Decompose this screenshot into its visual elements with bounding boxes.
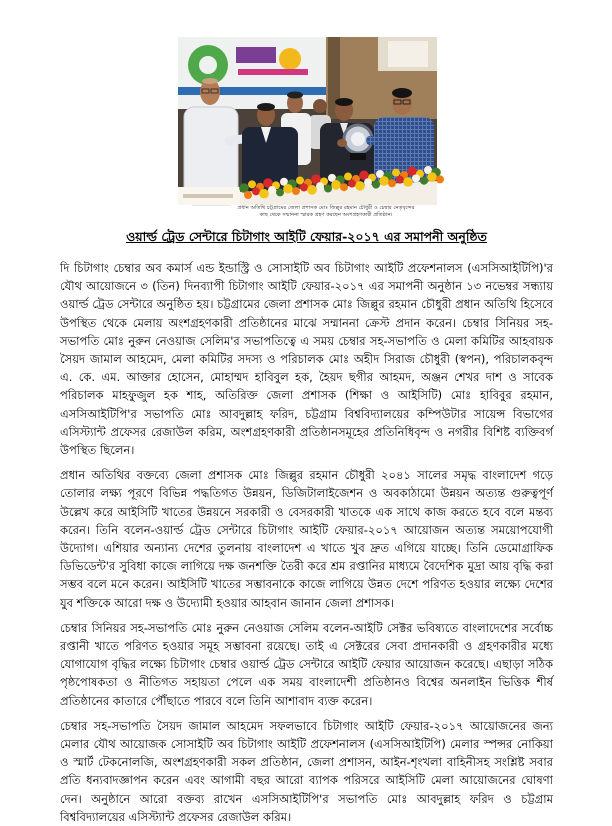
article-body	[60, 259, 553, 824]
flower	[252, 187, 260, 195]
flower	[427, 172, 437, 182]
flower	[268, 186, 276, 194]
head	[313, 99, 327, 113]
flower-leaf	[420, 177, 428, 185]
pink-stripe-graphic	[238, 69, 308, 75]
flower	[296, 176, 304, 184]
window-pane	[388, 41, 428, 67]
paragraph: প্রধান অতিথির বক্তব্যে জেলা প্রশাসক মোঃ জিল্লুর রহমান চৌধুরী ২০৪১ সালের সমৃদ্ধ বাংলাদেশ গড়ে তোলার লক্ষ্য পূরণে বিভিন্ন পদ্ধতিগত উন্নয়ন, ডিজিটালাইজেশন ও অবকাঠামো উন্নয়ন অত্যন্ত গুরুত্বপূর্ণ উল্লেখ করে আইসিটি খাতের উন্নয়নে সরকারী ও বেসরকারী খাতকে এক সাথে কাজ করতে হবে বলে মন্তব্য করেন। তিনি বলেন-ওয়ার্ল্ড ট্রেড সেন্টারে চিটাগাং আইটি ফেয়ার-২০১৭ আয়োজন অত্যন্ত সময়োপযোগী উদ্যোগ। এশিয়ার অন্যান্য দেশের তুলনায় বাংলাদেশ এ খাতে খুব দ্রুত এগিয়ে যাচ্ছে। তিনি ডেমোগ্রাফিক ডিভিডেন্ট'র সুবিধা কাজে লাগিয়ে দক্ষ জনশক্তি তৈরী করে শ্রম রপ্তানির মাধ্যমে বৈদেশিক মুদ্রা আয় বৃদ্ধি করা সম্ভব বলে মনে করেন। আইসিটি খাতের সম্ভাবনাকে কাজে লাগিয়ে উন্নত দেশে পরিণত হওয়ার লক্ষ্যে দেশের যুব শক্তিকে আরো দক্ষ ও উদ্যোমী হওয়ার আহবান জানান জেলা প্রশাসক।	[60, 468, 553, 610]
hair	[257, 103, 275, 111]
event-banner-graphic	[178, 37, 326, 109]
flower-leaf	[324, 185, 332, 193]
flower	[283, 184, 293, 194]
flower	[348, 180, 356, 188]
paragraph: চেম্বার সিনিয়র সহ-সভাপতি মোঃ নুরুন নেওয়াজ সেলিম বলেন-আইটি সেক্টর ভবিষ্যতে বাংলাদেশের সর্বোচ্চ রপ্তানী খাতে পরিণত হওয়ার সমূহ সম্ভাবনা রয়েছে। তাই এ সেক্টরের সেবা প্রদানকারী ও গ্রহণকারীর মধ্যে যোগাযোগ বৃদ্ধির লক্ষ্যে চিটাগাং চেম্বার ওয়ার্ল্ড ট্রেড সেন্টারে আইটি ফেয়ার আয়োজন করেছে। এছাড়া সঠিক পৃষ্ঠপোষকতা ও নীতিগত সহায়তা পেলে এক সময় বাংলাদেশী প্রতিষ্ঠানও বিশ্বের অনলাইন ভিত্তিক শীর্ষ প্রতিষ্ঠানের কাতারে পৌঁছাতে পারবে বলে তিনি আশাবাদ ব্যক্ত করেন।	[60, 620, 553, 708]
crest-base	[350, 153, 366, 160]
flower	[355, 181, 365, 191]
crest-center	[351, 132, 365, 146]
flower	[331, 180, 341, 190]
flower	[388, 179, 396, 187]
flower	[344, 173, 352, 181]
flower	[340, 183, 348, 191]
hand	[337, 139, 347, 147]
flower	[396, 176, 404, 184]
paragraph: দি চিটাগাং চেম্বার অব কমার্স এন্ড ইন্ডাস্ট্রি ও সোসাইটি অব চিটাগাং আইটি প্রফেশনালস (এসসিআইটিপি)'র যৌথ আয়োজনে ৩ (তিন) দিনব্যাপী চিটাগাং আইটি ফেয়ার-২০১৭ এর সমাপনী অনুষ্ঠান ১৩ নভেম্বর সন্ধ্যায় ওয়ার্ল্ড ট্রেড সেন্টারে অনুষ্ঠিত হয়। চট্টগ্রামের জেলা প্রশাসক মোঃ জিল্লুর রহমান চৌধুরী প্রধান অতিথি হিসেবে উপস্থিত থেকে মেলায় অংশগ্রহণকারী প্রতিষ্ঠানের মাঝে সম্মাননা ক্রেস্ট প্রদান করেন। চেম্বার সিনিয়র সহ-সভাপতি মোঃ নুরুন নেওয়াজ সেলিম'র সভাপতিত্বে এ সময় চেম্বার সহ-সভাপতি ও মেলা কমিটির আহবায়ক সৈয়দ জামাল আহমেদ, মেলা কমিটির সদস্য ও পরিচালক মোঃ অহীদ সিরাজ চৌধুরী (স্বপন), পরিচালকবৃন্দ এ. কে. এম. আক্তার হোসেন, মোহাম্মদ হাবিবুল হক, হৈয়দ ছগীর আহমদ, অঞ্জন শেখর দাশ ও সাবেক পরিচালক মাহফুজুল হক শাহ, অতিরিক্ত জেলা প্রশাসক (শিক্ষা ও আইসিটি) মোঃ হাবিবুর রহমান, এসসিআইটিপি'র সভাপতি মোঃ আবদুল্লাহ ফরিদ, চট্টগ্রাম বিশ্ববিদ্যালয়ের কম্পিউটার সায়েন্স বিভাগের এসিস্ট্যান্ট প্রফেসর রেজাউল করিম, অংশগ্রহণকারী প্রতিষ্ঠানসমূহের প্রতিনিধিবৃন্দ ও নগরীর বিশিষ্ট ব্যক্তিবর্গ উপস্থিত ছিলেন।	[60, 261, 553, 458]
flower	[403, 177, 413, 187]
flower	[436, 175, 444, 183]
flower	[300, 183, 308, 191]
flower	[412, 174, 420, 182]
yellow-circle-graphic	[279, 48, 301, 70]
arm	[366, 136, 390, 145]
bald-top	[202, 78, 218, 84]
flower-leaf	[276, 188, 284, 196]
flower	[316, 182, 324, 190]
flower	[364, 178, 372, 186]
hair	[335, 98, 353, 106]
event-photo	[178, 37, 437, 205]
gear-hole	[199, 56, 217, 74]
banner-strip-mark	[183, 194, 233, 198]
flower	[379, 176, 389, 186]
flower	[248, 180, 256, 188]
flower	[292, 187, 300, 195]
purple-block-graphic	[236, 47, 276, 63]
hair	[392, 88, 412, 98]
flower	[307, 185, 317, 195]
hair	[287, 92, 303, 99]
paragraph: চেম্বার সহ-সভাপতি সৈয়দ জামাল আহমেদ সফলভাবে চিটাগাং আইটি ফেয়ার-২০১৭ আয়োজনের জন্য মেলার যৌথ আয়োজক সোসাইটি অব চিটাগাং আইটি প্রফেশনালস (এসসিআইটিপি) মেলার স্পন্সর নোকিয়া ও স্মার্ট টেকনোলজি, অংশগ্রহণকারী সকল প্রতিষ্ঠান, জেলা প্রশাসন, আইন-শৃংখলা বাহিনীসহ সংশ্লিষ্ট সবার প্রতি ধন্যবাদজ্ঞাপন করেন এবং আগামী বছর আরো ব্যাপক পরিসরে আইসিটি মেলা আয়োজনের ঘোষণা দেন। অনুষ্ঠানে আরো বক্তব্য রাখেন এসসিআইটিপি'র সভাপতি মোঃ আবদুল্লাহ ফরিদ ও চট্টগ্রাম বিশ্ববিদ্যালয়ের এসিস্ট্যান্ট প্রফেসর রেজাউল করিম।	[60, 718, 553, 824]
photo-caption	[206, 205, 446, 219]
caption-line: কাছ থেকে সম্মাননা স্মারক গ্রহণ করছেন অংশগ্রহণকারী প্রতিষ্ঠান।	[259, 212, 393, 218]
flower	[392, 169, 400, 177]
flower	[244, 191, 252, 199]
caption-line: প্রধান অতিথি চট্টগ্রামের জেলা প্রশাসক মোঃ জিল্লুর রহমান চৌধুরী ও চেম্বার নেতৃবৃন্দের	[237, 205, 415, 211]
article-title: ওয়ার্ল্ড ট্রেড সেন্টারে চিটাগাং আইটি ফেয়ার-২০১৭ এর সমাপনী অনুষ্ঠিত	[126, 229, 487, 244]
flower-leaf	[372, 181, 380, 189]
flower	[259, 189, 269, 199]
